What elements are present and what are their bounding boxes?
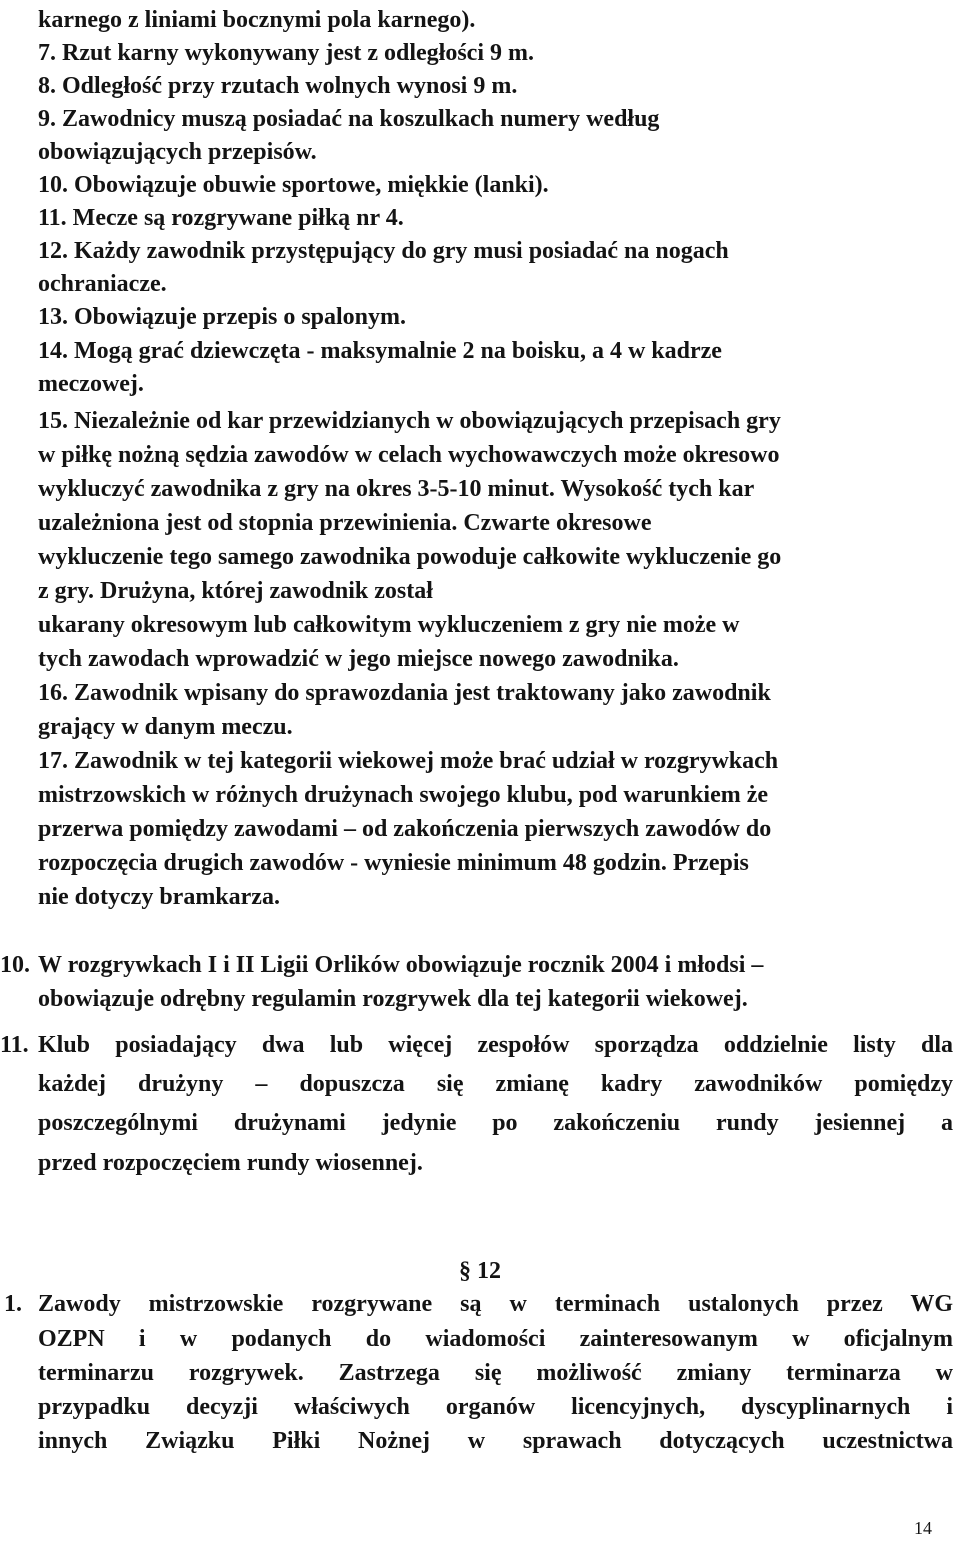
text-line: wykluczyć zawodnika z gry na okres 3-5-10 minut. Wysokość tych kar [38,476,755,502]
item-number: 1. [4,1291,22,1317]
text-line: ochraniacze. [38,271,167,297]
text-line: przed rozpoczęciem rundy wiosennej. [38,1150,423,1176]
text-line: obowiązuje odrębny regulamin rozgrywek dla tej kategorii wiekowej. [38,986,748,1012]
text-line: przerwa pomiędzy zawodami – od zakończenia pierwszych zawodów do [38,816,772,842]
text-line: innych Związku Piłki Nożnej w sprawach dotyczących uczestnictwa [38,1428,953,1454]
text-line: nie dotyczy bramkarza. [38,884,280,910]
text-line: Klub posiadający dwa lub więcej zespołów sporządza oddzielnie listy dla [38,1032,953,1058]
text-line: każdej drużyny – dopuszcza się zmianę kadry zawodników pomiędzy [38,1071,953,1097]
text-line: rozpoczęcia drugich zawodów - wyniesie minimum 48 godzin. Przepis [38,850,749,876]
text-line: obowiązujących przepisów. [38,139,317,165]
text-line: wykluczenie tego samego zawodnika powoduje całkowite wykluczenie go [38,544,782,570]
text-line: 12. Każdy zawodnik przystępujący do gry musi posiadać na nogach [38,238,729,264]
text-line: w piłkę nożną sędzia zawodów w celach wychowawczych może okresowo [38,442,780,468]
item-number: 11. [0,1032,29,1058]
text-line: 15. Niezależnie od kar przewidzianych w obowiązujących przepisach gry [38,408,781,434]
text-line: 11. Mecze są rozgrywane piłką nr 4. [38,205,404,231]
text-line: ukarany okresowym lub całkowitym wykluczeniem z gry nie może w [38,612,740,638]
text-line: 14. Mogą grać dziewczęta - maksymalnie 2 na boisku, a 4 w kadrze [38,338,722,364]
text-line: 16. Zawodnik wpisany do sprawozdania jest traktowany jako zawodnik [38,680,771,706]
text-line: 13. Obowiązuje przepis o spalonym. [38,304,407,330]
text-line: z gry. Drużyna, której zawodnik został [38,578,433,604]
text-line: 8. Odległość przy rzutach wolnych wynosi 9 m. [38,73,518,99]
text-line: 17. Zawodnik w tej kategorii wiekowej może brać udział w rozgrywkach [38,748,779,774]
text-line: przypadku decyzji właściwych organów licencyjnych, dyscyplinarnych i [38,1394,953,1420]
text-line: uzależniona jest od stopnia przewinienia. Czwarte okresowe [38,510,652,536]
text-line: meczowej. [38,371,144,397]
text-line: 9. Zawodnicy muszą posiadać na koszulkach numery według [38,106,660,132]
text-line: 7. Rzut karny wykonywany jest z odległości 9 m. [38,40,534,66]
text-line: tych zawodach wprowadzić w jego miejsce nowego zawodnika. [38,646,679,672]
item-number: 10. [0,952,30,978]
text-line: Zawody mistrzowskie rozgrywane są w terminach ustalonych przez WG [38,1291,953,1317]
section-heading: § 12 [459,1258,501,1284]
text-line: 10. Obowiązuje obuwie sportowe, miękkie (lanki). [38,172,549,198]
text-line: W rozgrywkach I i II Ligii Orlików obowiązuje rocznik 2004 i młodsi – [38,952,764,978]
page-number: 14 [914,1518,932,1538]
text-line: terminarzu rozgrywek. Zastrzega się możliwość zmiany terminarza w [38,1360,953,1386]
text-line: grający w danym meczu. [38,714,293,740]
text-line: poszczególnymi drużynami jedynie po zakończeniu rundy jesiennej a [38,1110,953,1136]
text-line: OZPN i w podanych do wiadomości zainteresowanym w oficjalnym [38,1326,953,1352]
text-line: karnego z liniami bocznymi pola karnego). [38,7,476,33]
text-line: mistrzowskich w różnych drużynach swojego klubu, pod warunkiem że [38,782,769,808]
